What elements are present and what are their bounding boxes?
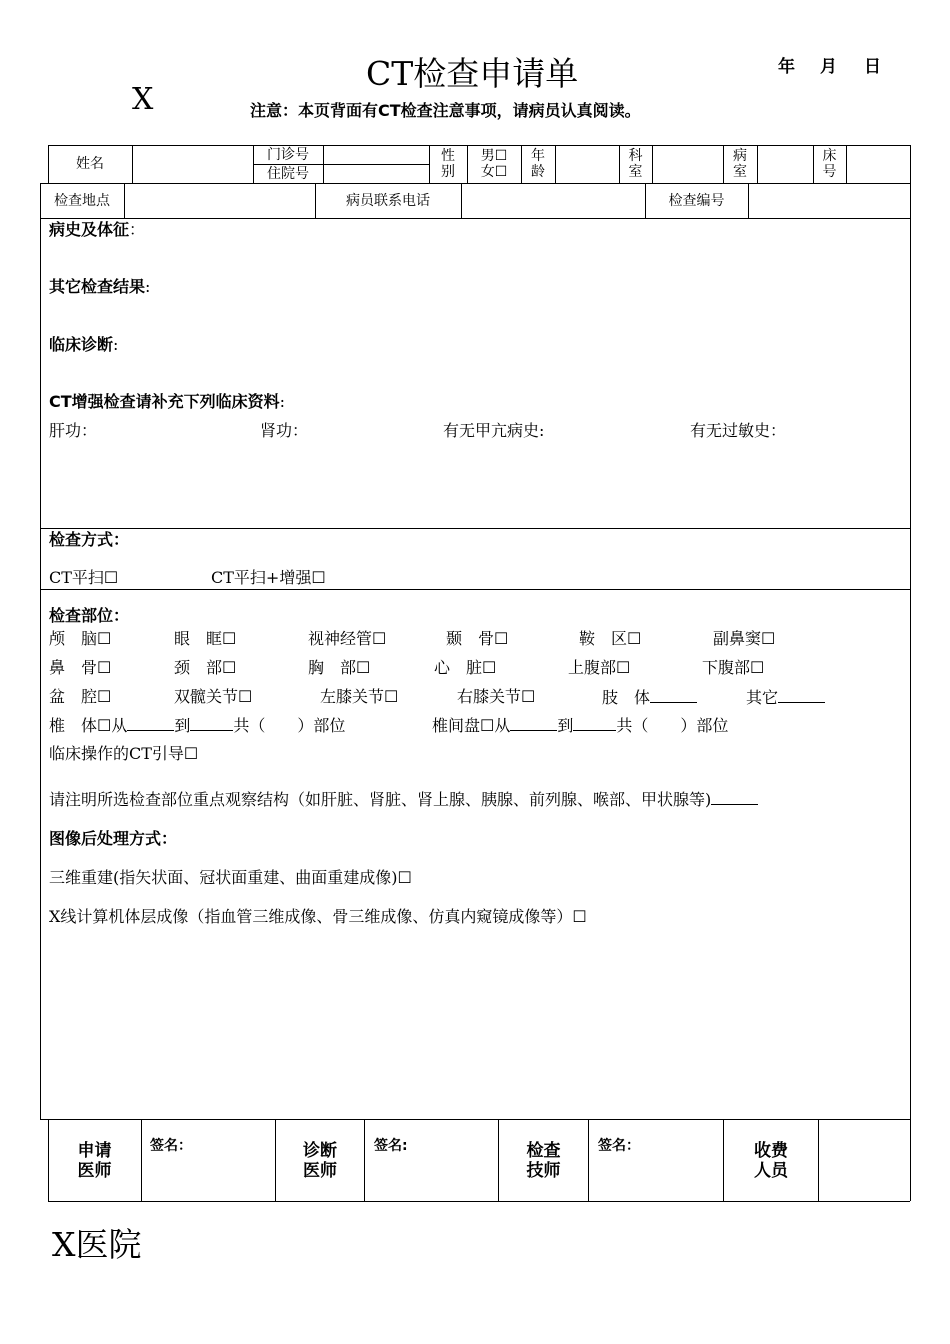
focus-structure-line (49, 789, 758, 810)
ward-field[interactable] (758, 146, 812, 182)
vertebra-to-label: 到 (174, 716, 191, 735)
history-label: 病史及体征 (49, 220, 130, 239)
exam-method-label: 检查方式： (49, 530, 130, 549)
ward-label: 病 室 (733, 148, 747, 180)
part-pelvis-checkbox[interactable]: 盆 腔☐ (49, 687, 112, 706)
part-limb-blank[interactable] (650, 687, 697, 703)
history-colon: ： (129, 220, 146, 239)
age-field[interactable] (556, 146, 618, 182)
part-other-blank[interactable] (778, 687, 825, 703)
patient-phone-label: 病员联系电话 (346, 192, 430, 209)
part-upper-abdomen-checkbox[interactable]: 上腹部☐ (568, 658, 631, 677)
part-limb-label: 肢 体 (602, 688, 651, 707)
diagnosing-doctor-label: 诊断 医师 (303, 1140, 337, 1181)
vertebra-from-blank[interactable] (127, 715, 174, 731)
exam-parts-label: 检查部位： (49, 606, 130, 625)
part-other-label: 其它 (746, 688, 779, 707)
date-year-label: 年 (778, 57, 795, 77)
part-skull-checkbox[interactable]: 颅 脑☐ (49, 629, 112, 648)
technician-label: 检查 技师 (526, 1140, 561, 1181)
part-neck-checkbox[interactable]: 颈 部☐ (174, 658, 237, 677)
hyperthyroid-history-label: 有无甲亢病史: (443, 421, 545, 440)
form-title: CT检查申请单 (366, 54, 579, 93)
dept-label: 科 室 (628, 148, 643, 180)
vertebra-line (49, 715, 345, 736)
enhanced-info-label: CT增强检查请补充下列临床资料 (49, 392, 280, 411)
diagnosis-label: 临床诊断 (49, 335, 114, 354)
diagnosing-doctor-sign-label: 签名: (374, 1138, 408, 1154)
technician-sign-field[interactable] (589, 1152, 722, 1200)
kidney-function-label: 肾功： (260, 421, 309, 440)
bed-field[interactable] (847, 146, 909, 182)
disc-from-blank[interactable] (510, 715, 557, 731)
part-sella-checkbox[interactable]: 鞍 区☐ (579, 629, 642, 648)
part-chest-checkbox[interactable]: 胸 部☐ (308, 658, 371, 677)
part-hips-checkbox[interactable]: 双髋关节☐ (174, 687, 253, 706)
other-results-colon: : (145, 277, 151, 296)
liver-function-label: 肝功： (49, 421, 98, 440)
history-line (49, 220, 145, 240)
age-label: 年 龄 (531, 148, 545, 180)
form-mark: X (132, 82, 154, 117)
name-field[interactable] (133, 146, 252, 182)
vertebra-checkbox[interactable]: 椎 体☐从 (49, 716, 128, 735)
exam-location-label: 检查地点 (54, 192, 110, 209)
outpatient-label: 门诊号 (267, 146, 309, 163)
part-left-knee-checkbox[interactable]: 左膝关节☐ (320, 687, 399, 706)
focus-structure-blank[interactable] (711, 789, 758, 805)
other-results-line (49, 277, 150, 297)
requesting-doctor-sign-label: 签名： (150, 1138, 192, 1154)
date-month-label: 月 (820, 57, 837, 77)
exam-number-label: 检查编号 (668, 192, 725, 209)
diagnosing-doctor-sign-field[interactable] (365, 1152, 497, 1200)
part-optic-canal-checkbox[interactable]: 视神经管☐ (308, 629, 387, 648)
disc-checkbox[interactable]: 椎间盘☐从 (432, 716, 511, 735)
allergy-history-label: 有无过敏史： (690, 421, 787, 440)
part-orbit-checkbox[interactable]: 眼 眶☐ (174, 629, 237, 648)
vertebra-to-blank[interactable] (190, 715, 233, 731)
cashier-sign-field[interactable] (819, 1120, 909, 1200)
exam-location-field[interactable] (125, 184, 314, 217)
disc-to-label: 到 (557, 716, 574, 735)
dept-field[interactable] (653, 146, 722, 182)
part-sinus-checkbox[interactable]: 副鼻窦☐ (713, 629, 776, 648)
hospital-name: X医院 (52, 1225, 142, 1264)
bed-label: 床 号 (822, 148, 837, 180)
inpatient-label: 住院号 (267, 165, 309, 182)
outpatient-field[interactable] (324, 146, 428, 163)
date-day-label: 日 (864, 57, 881, 77)
enhanced-info-colon: : (279, 392, 286, 411)
part-lower-abdomen-checkbox[interactable]: 下腹部☐ (702, 658, 765, 677)
inpatient-field[interactable] (324, 165, 428, 182)
requesting-doctor-sign-field[interactable] (142, 1152, 274, 1200)
name-label: 姓名 (76, 156, 104, 172)
exam-number-field[interactable] (749, 184, 909, 217)
part-limb-line (602, 687, 697, 708)
part-temporal-bone-checkbox[interactable]: 颞 骨☐ (446, 629, 509, 648)
patient-phone-field[interactable] (462, 184, 644, 217)
requesting-doctor-label: 申请 医师 (77, 1140, 112, 1181)
diagnosis-colon: : (113, 335, 119, 354)
part-heart-checkbox[interactable]: 心 脏☐ (434, 658, 497, 677)
ct-plain-checkbox[interactable]: CT平扫☐ (49, 568, 119, 587)
technician-sign-label: 签名： (598, 1138, 640, 1154)
focus-structure-label: 请注明所选检查部位重点观察结构（如肝脏、肾脏、肾上腺、胰腺、前列腺、喉部、甲状腺等) (49, 790, 712, 809)
ct-plain-enhanced-checkbox[interactable]: CT平扫+增强☐ (211, 568, 326, 587)
disc-line (432, 715, 728, 736)
enhanced-info-line (49, 392, 285, 412)
disc-to-blank[interactable] (573, 715, 616, 731)
notice-text: 注意：本页背面有CT检查注意事项，请病员认真阅读。 (250, 101, 641, 120)
disc-total-label: 共（ ）部位 (616, 716, 729, 735)
vertebra-total-label: 共（ ）部位 (233, 716, 346, 735)
other-results-label: 其它检查结果 (49, 277, 146, 296)
recon-3d-checkbox[interactable]: 三维重建(指矢状面、冠状面重建、曲面重建成像)☐ (49, 868, 412, 887)
ct-tomography-checkbox[interactable]: X线计算机体层成像（指血管三维成像、骨三维成像、仿真内窥镜成像等）☐ (49, 907, 587, 926)
ct-guided-checkbox[interactable]: 临床操作的CT引导☐ (49, 744, 199, 763)
gender-checkboxes[interactable]: 男☐ 女☐ (480, 148, 508, 180)
part-other-line (746, 687, 825, 708)
part-right-knee-checkbox[interactable]: 右膝关节☐ (457, 687, 536, 706)
gender-label: 性 别 (441, 148, 455, 180)
part-nasal-bone-checkbox[interactable]: 鼻 骨☐ (49, 658, 112, 677)
diagnosis-line (49, 335, 118, 355)
post-processing-label: 图像后处理方式： (49, 829, 178, 848)
cashier-label: 收费 人员 (754, 1140, 788, 1181)
